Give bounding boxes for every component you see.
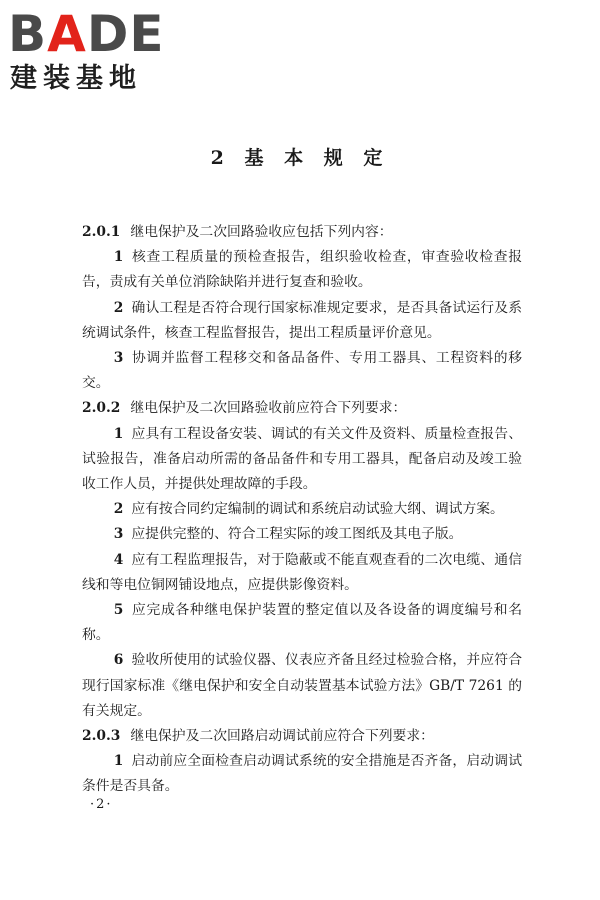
bade-logo [8,6,178,96]
list-item [82,522,522,547]
item-number: 2 [113,299,124,316]
logo-letters-de: DE [86,5,165,63]
section-heading [82,396,522,421]
item-text: 核查工程质量的预检查报告，组织验收检查，审查验收检查报告，责成有关单位消除缺陷并进行复查和验收。 [82,249,522,291]
logo-wordmark [8,6,165,62]
list-item [82,598,522,648]
item-number: 1 [113,425,124,442]
list-item [82,296,522,346]
item-number: 1 [113,753,124,770]
item-text: 确认工程是否符合现行国家标准规定要求，是否具备试运行及系统调试条件，核查工程监督报告，提出工程质量评价意见。 [82,299,522,341]
item-number: 2 [113,501,124,518]
section-intro: 继电保护及二次回路启动调试前应符合下列要求： [130,728,434,745]
logo-subtitle: 建装基地 [10,63,142,94]
item-number: 3 [113,526,124,543]
section-intro: 继电保护及二次回路验收前应符合下列要求： [130,400,407,417]
item-number: 5 [113,602,124,619]
item-text: 协调并监督工程移交和备品备件、专用工器具、工程资料的移交。 [82,350,522,392]
item-number: 6 [113,652,124,669]
section-intro: 继电保护及二次回路验收应包括下列内容： [130,224,393,240]
item-text: 应有工程监理报告，对于隐蔽或不能直观查看的二次电缆、通信线和等电位铜网铺设地点，应提供影像资料。 [82,551,522,593]
item-number: 4 [113,551,124,568]
logo-letter-a: A [47,5,87,63]
section-number: 2.0.2 [82,400,121,417]
section-heading [82,220,522,245]
section-heading [82,724,522,749]
item-number: 3 [113,350,124,367]
list-item [82,749,522,799]
item-text: 应完成各种继电保护装置的整定值以及各设备的调度编号和名称。 [82,602,522,644]
list-item [82,346,522,396]
item-number: 1 [113,249,124,266]
list-item [82,648,522,724]
list-item [82,422,522,498]
item-text: 应有按合同约定编制的调试和系统启动试验大纲、调试方案。 [131,501,504,518]
item-text: 应具有工程设备安装、调试的有关文件及资料、质量检查报告、试验报告，准备启动所需的备品备件和专用工器具，配备启动及竣工验收工作人员，并提供处理故障的手段。 [82,425,522,493]
page-number: ·2· [90,797,113,812]
document-body [82,220,522,800]
chapter-title: 2 基 本 规 定 [210,147,390,169]
item-text: 启动前应全面检查启动调试系统的安全措施是否齐备，启动调试条件是否具备。 [82,753,522,795]
item-text: 验收所使用的试验仪器、仪表应齐备且经过检验合格，并应符合现行国家标准《继电保护和安全自动装置基本试验方法》GB/T 7261 的有关规定。 [82,652,522,719]
list-item [82,497,522,522]
list-item [82,245,522,295]
item-text: 应提供完整的、符合工程实际的竣工图纸及其电子版。 [131,526,463,543]
logo-letter-b: B [8,5,48,63]
section-number: 2.0.1 [82,224,121,240]
list-item [82,548,522,598]
section-number: 2.0.3 [82,728,121,745]
